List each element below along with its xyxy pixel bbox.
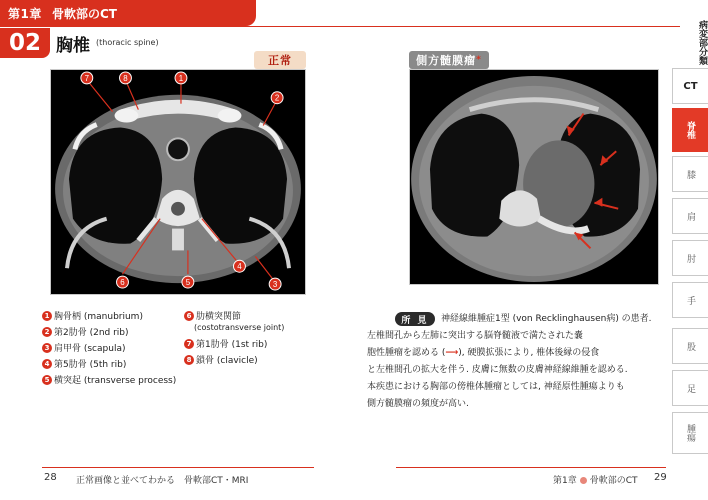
footer-rule-left xyxy=(42,467,314,468)
normal-ct-svg xyxy=(51,70,305,294)
side-tab-tumor[interactable]: 腫瘍 xyxy=(672,412,708,454)
left-page-number: 28 xyxy=(44,472,57,483)
section-title: 胸椎 xyxy=(56,36,90,56)
findings-line: 左椎間孔から左肺に突出する脳脊髄液で満たされた嚢 xyxy=(367,331,584,341)
side-tab-hand[interactable]: 手 xyxy=(672,282,708,318)
svg-text:1: 1 xyxy=(178,73,184,83)
book-title: 正常画像と並べてわかる 骨軟部CT・MRI xyxy=(76,476,249,486)
red-arrow-icon: ⟶ xyxy=(445,348,459,358)
callout-5 xyxy=(182,276,194,288)
meningocele-panel-label xyxy=(409,51,489,69)
chapter-title: 骨軟部のCT xyxy=(52,7,117,21)
meningocele-label-mark: * xyxy=(476,55,482,65)
normal-panel-label: 正常 xyxy=(254,51,306,69)
side-tab-spine[interactable]: 脊椎 xyxy=(672,108,708,152)
svg-text:2: 2 xyxy=(274,93,280,103)
findings-line: と左椎間孔の拡大を伴う. 皮膚に無数の皮膚神経線維腫を認める. xyxy=(367,365,628,375)
meningocele-label-text: 側方髄膜瘤 xyxy=(416,54,477,67)
svg-text:5: 5 xyxy=(185,278,191,288)
legend-item: 3 肩甲骨 (scapula) xyxy=(42,341,125,354)
side-tab-hip[interactable]: 股 xyxy=(672,328,708,364)
callout-3 xyxy=(269,278,281,290)
chapter-label: 第1章 xyxy=(8,7,42,21)
side-tab-knee[interactable]: 膝 xyxy=(672,156,708,192)
callout-2 xyxy=(271,92,283,104)
findings-line: 本疾患における胸部の傍椎体腫瘤としては, 神経原性腫瘍よりも xyxy=(367,382,625,392)
side-tab-shoulder[interactable]: 肩 xyxy=(672,198,708,234)
chapter-tab xyxy=(0,0,256,26)
footer-rule-right xyxy=(396,467,666,468)
normal-ct-image xyxy=(50,69,306,295)
callout-8 xyxy=(120,72,132,84)
meningocele-ct-svg xyxy=(410,70,658,284)
trachea-shape xyxy=(167,138,189,160)
findings-line: 胞性腫瘤を認める (⟶), 硬膜拡張により, 椎体後縁の侵食 xyxy=(367,348,600,358)
callout-1 xyxy=(175,72,187,84)
findings-line: 側方髄膜瘤の頻度が高い. xyxy=(367,399,469,409)
footer-dot-icon xyxy=(580,477,587,484)
callout-6 xyxy=(117,276,129,288)
right-page-number: 29 xyxy=(654,472,667,483)
findings-line: 神経線維腫症1型 (von Recklinghausen病) の患者. xyxy=(441,314,652,324)
svg-text:8: 8 xyxy=(123,73,128,83)
legend-item: 5 横突起 (transverse process) xyxy=(42,373,176,386)
svg-text:3: 3 xyxy=(272,280,278,290)
svg-text:4: 4 xyxy=(237,262,242,272)
callout-7 xyxy=(81,72,93,84)
findings-badge: 所 見 xyxy=(395,312,435,326)
legend-item: (costotransverse joint) xyxy=(194,323,285,332)
footer-chapter: 第1章 骨軟部のCT xyxy=(553,476,638,486)
legend-item: 8 鎖骨 (clavicle) xyxy=(184,353,258,366)
section-subtitle: (thoracic spine) xyxy=(96,38,159,47)
svg-text:6: 6 xyxy=(120,278,125,288)
section-number: 02 xyxy=(0,28,50,58)
svg-text:7: 7 xyxy=(84,73,90,83)
side-index-header: 病変部分類 xyxy=(697,20,707,65)
meningocele-ct-image xyxy=(409,69,659,285)
side-tab-ct[interactable]: CT xyxy=(672,68,708,104)
legend-item: 4 第5肋骨 (5th rib) xyxy=(42,357,126,370)
legend-item: 2 第2肋骨 (2nd rib) xyxy=(42,325,129,338)
callout-4 xyxy=(234,260,246,272)
side-tab-foot[interactable]: 足 xyxy=(672,370,708,406)
legend-item: 1 胸骨柄 (manubrium) xyxy=(42,309,143,322)
legend-item: 6 肋横突関節 xyxy=(184,309,241,322)
legend-item: 7 第1肋骨 (1st rib) xyxy=(184,337,267,350)
side-tab-elbow[interactable]: 肘 xyxy=(672,240,708,276)
header-rule xyxy=(0,26,680,27)
